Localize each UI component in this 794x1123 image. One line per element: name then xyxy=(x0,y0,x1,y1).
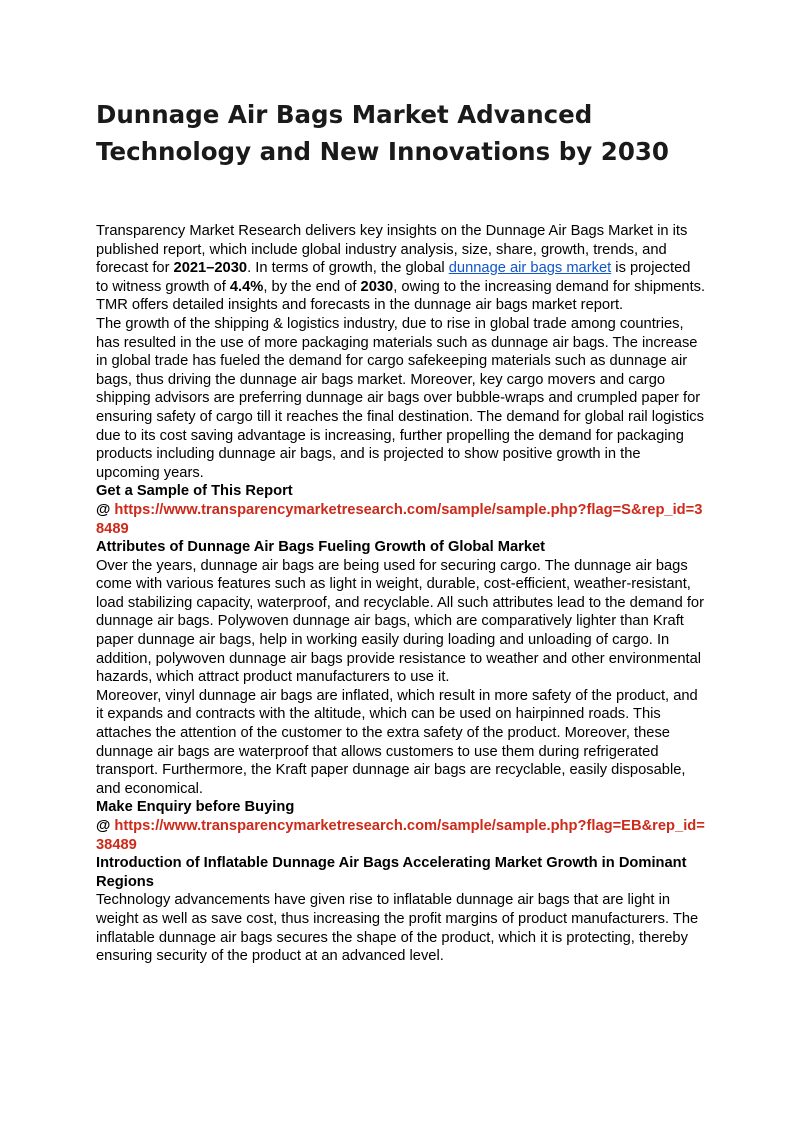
inflatable-heading: Introduction of Inflatable Dunnage Air Bags Accelerating Market Growth in Dominant Regions xyxy=(96,855,687,890)
attributes-paragraph-2: Moreover, vinyl dunnage air bags are inflated, which result in more safety of the product, and it expands and contracts with the altitude, which can be used on hairpinned roads. This attaches the attention of the customer to the extra safety of the product. Moreover, these dunnage air bags are waterproof that allows customers to use them during refrigerated transport. Furthermore, the Kraft paper dunnage air bags are recyclable, easily disposable, and economical. xyxy=(96,687,698,797)
enquiry-link[interactable]: https://www.transparencymarketresearch.com/sample/sample.php?flag=EB&rep_id=38489 xyxy=(96,818,705,853)
attributes-heading: Attributes of Dunnage Air Bags Fueling Growth of Global Market xyxy=(96,539,546,556)
sample-at-sign: @ xyxy=(96,501,115,518)
inflatable-paragraph: Technology advancements have given rise to inflatable dunnage air bags that are light in weight as well as save cost, thus increasing the profit margins of product manufacturers. The inflatable dunnage air bags secures the shape of the product, which it is protecting, thereby ensuring security of the product at an advanced level. xyxy=(96,892,699,965)
end-year: 2030 xyxy=(360,278,394,295)
growth-paragraph: The growth of the shipping & logistics industry, due to rise in global trade among countries, has resulted in the use of more packaging materials such as dunnage air bags. The increase in global trade has fueled the demand for cargo safekeeping materials such as dunnage air bags, thus driving the dunnage air bags market. Moreover, key cargo movers and cargo shipping advisors are preferring dunnage air bags over bubble-wraps and crumpled paper for ensuring safety of cargo till it reaches the final destination. The demand for global rail logistics due to its cost saving advantage is increasing, further propelling the demand for packaging products including dunnage air bags, and is projected to show positive growth in the upcoming years. xyxy=(96,315,704,481)
intro-text-2: . In terms of growth, the global xyxy=(247,260,449,277)
forecast-years: 2021–2030 xyxy=(173,260,248,277)
intro-text-5: , owing to the increasing demand for shipments. TMR offers detailed insights and forecasts in the dunnage air bags market report. xyxy=(96,278,706,314)
enquiry-at-sign: @ xyxy=(96,818,115,834)
intro-text-1: Transparency Market Research delivers key insights on the Dunnage Air Bags Market in its published report, which include global industry analysis, size, share, growth, trends, and forecast for xyxy=(96,223,688,277)
growth-rate: 4.4% xyxy=(229,278,264,295)
enquiry-link-line xyxy=(96,817,706,854)
dunnage-market-link[interactable]: dunnage air bags market xyxy=(448,260,612,277)
document-body xyxy=(96,222,706,966)
enquiry-heading: Make Enquiry before Buying xyxy=(96,799,295,816)
intro-paragraph xyxy=(96,222,706,315)
sample-link-line xyxy=(96,501,706,538)
document-title: Dunnage Air Bags Market Advanced Technology and New Innovations by 2030 xyxy=(96,100,669,166)
intro-text-4: , by the end of xyxy=(263,278,361,295)
intro-text-3: is projected to witness growth of xyxy=(96,260,691,295)
sample-report-link[interactable]: https://www.transparencymarketresearch.com/sample/sample.php?flag=S&rep_id=38489 xyxy=(96,501,703,537)
sample-heading: Get a Sample of This Report xyxy=(96,483,293,500)
attributes-paragraph-1: Over the years, dunnage air bags are being used for securing cargo. The dunnage air bags come with various features such as light in weight, durable, cost-efficient, weather-resistant, load stabilizing capacity, waterproof, and recyclable. All such attributes lead to the demand for dunnage air bags. Polywoven dunnage air bags, which are comparatively lighter than Kraft paper dunnage air bags, help in working easily during loading and unloading of cargo. In addition, polywoven dunnage air bags provide resistance to weather and other environmental hazards, which attract product manufacturers to use it. xyxy=(96,557,704,686)
